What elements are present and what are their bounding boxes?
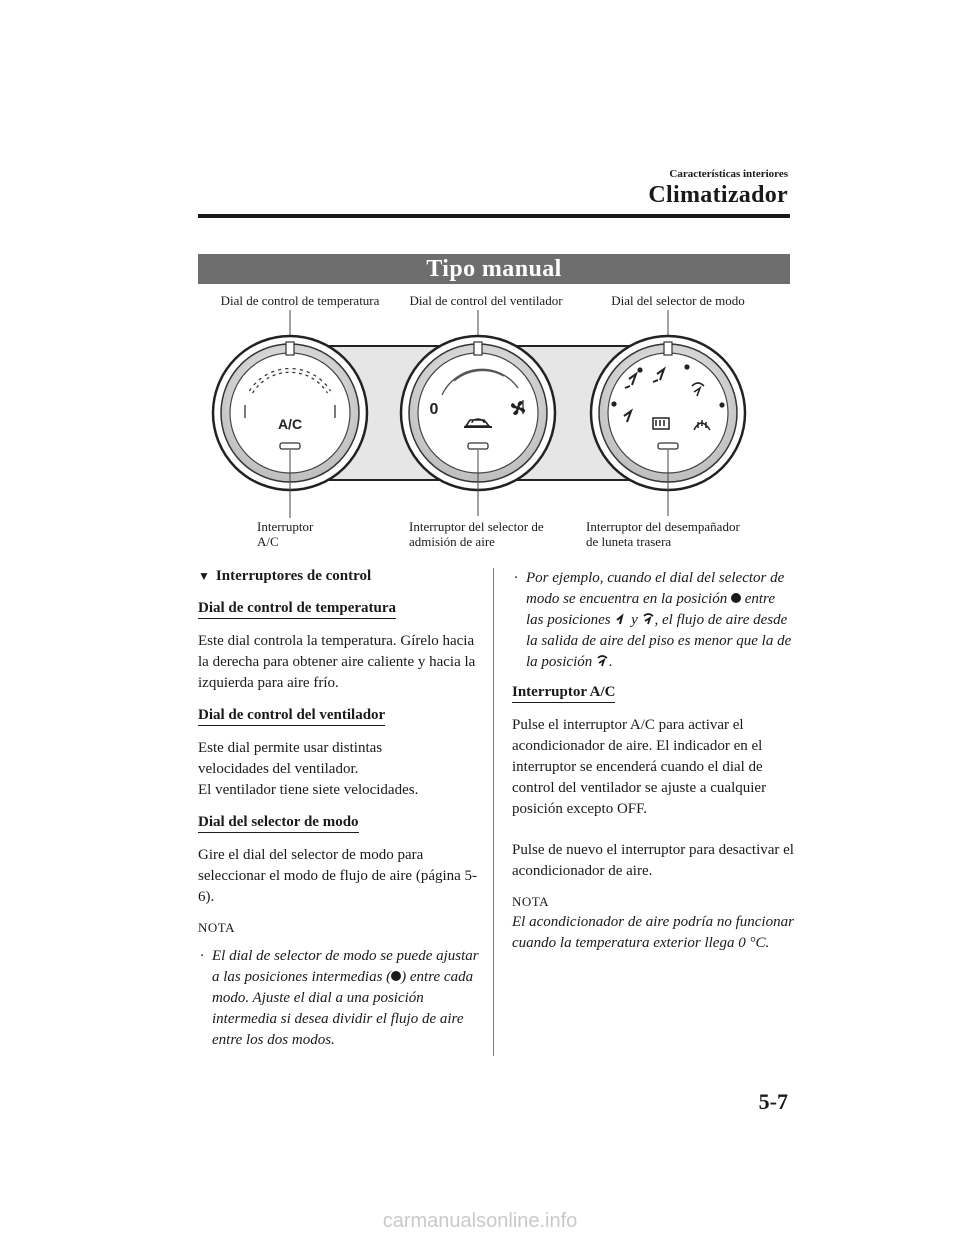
ac-switch-heading: Interruptor A/C	[512, 684, 615, 703]
ac-switch-indicator	[280, 443, 300, 449]
fan-zero-text: 0	[429, 401, 439, 418]
label-mode-dial: Dial del selector de modo	[611, 293, 745, 308]
watermark: carmanualsonline.info	[382, 1210, 578, 1232]
label-defogger-switch: Interruptor del desempañador de luneta trasera	[586, 519, 740, 549]
nota-label-right: NOTA	[512, 894, 550, 909]
header-rule	[198, 214, 790, 218]
floor-mode-icon	[614, 612, 627, 625]
climate-control-panel-figure	[198, 288, 790, 518]
note-intermediate-positions: · El dial de selector de modo se puede ajustar a las posiciones intermedias ( ) entre cada modo. Ajuste el dial a una posición intermedia si desea dividir el flujo de aire entre los dos modos.	[200, 948, 479, 1048]
floor-defrost-mode-icon	[596, 654, 609, 667]
ac-switch-text-2: Pulse de nuevo el interruptor para desactivar el acondicionador de aire.	[512, 842, 794, 879]
note-example: · Por ejemplo, cuando el dial del selector de modo se encuentra en la posición entre las posiciones y , el flujo de aire desde la salida de aire del piso es menor que la de la posición .	[514, 570, 792, 670]
left-column	[198, 568, 483, 1051]
defogger-switch-indicator	[658, 443, 678, 449]
right-column	[512, 568, 794, 966]
dot-position-icon	[731, 593, 741, 603]
header-title: Climatizador	[648, 182, 788, 208]
nota-label-left: NOTA	[198, 920, 236, 935]
fan-dial-heading: Dial de control del ventilador	[198, 707, 385, 726]
fan-dial-text: Este dial permite usar distintas velocidades del ventilador. El ventilador tiene siete velocidades.	[198, 740, 419, 798]
nota-text-right: El acondicionador de aire podría no funcionar cuando la temperatura exterior llega 0 °C.	[512, 914, 794, 951]
floor-defrost-mode-icon	[642, 612, 655, 625]
intake-switch-indicator	[468, 443, 488, 449]
label-fan-dial: Dial de control del ventilador	[409, 293, 563, 308]
temp-dial-heading: Dial de control de temperatura	[198, 600, 396, 619]
mode-dial-text: Gire el dial del selector de modo para seleccionar el modo de flujo de aire (página 5-6).	[198, 847, 478, 905]
temp-dial-text: Este dial controla la temperatura. Gírelo hacia la derecha para obtener aire caliente y hacia la izquierda para aire frío.	[198, 633, 476, 691]
column-divider	[493, 568, 494, 1056]
label-temp-dial: Dial de control de temperatura	[220, 293, 380, 308]
ac-switch-text-1: Pulse el interruptor A/C para activar el acondicionador de aire. El indicador en el interruptor se encenderá cuando el dial de control del ventilador se ajuste a cualquier posición excepto OFF.	[512, 717, 767, 817]
page-number: 5-7	[758, 1089, 788, 1114]
label-intake-switch: Interruptor del selector de admisión de aire	[409, 519, 544, 549]
bullet-icon: ·	[514, 570, 518, 586]
header-section: Características interiores	[669, 168, 788, 180]
dot-position-icon	[391, 971, 401, 981]
label-ac-switch: Interruptor A/C	[257, 519, 314, 549]
triangle-down-icon: ▼	[198, 569, 210, 583]
bullet-icon: ·	[200, 948, 204, 964]
controls-section-title: ▼ Interruptores de control	[198, 568, 372, 584]
ac-dial-text: A/C	[277, 416, 303, 432]
section-banner: Tipo manual	[198, 254, 790, 284]
mode-dial-heading: Dial del selector de modo	[198, 814, 359, 833]
